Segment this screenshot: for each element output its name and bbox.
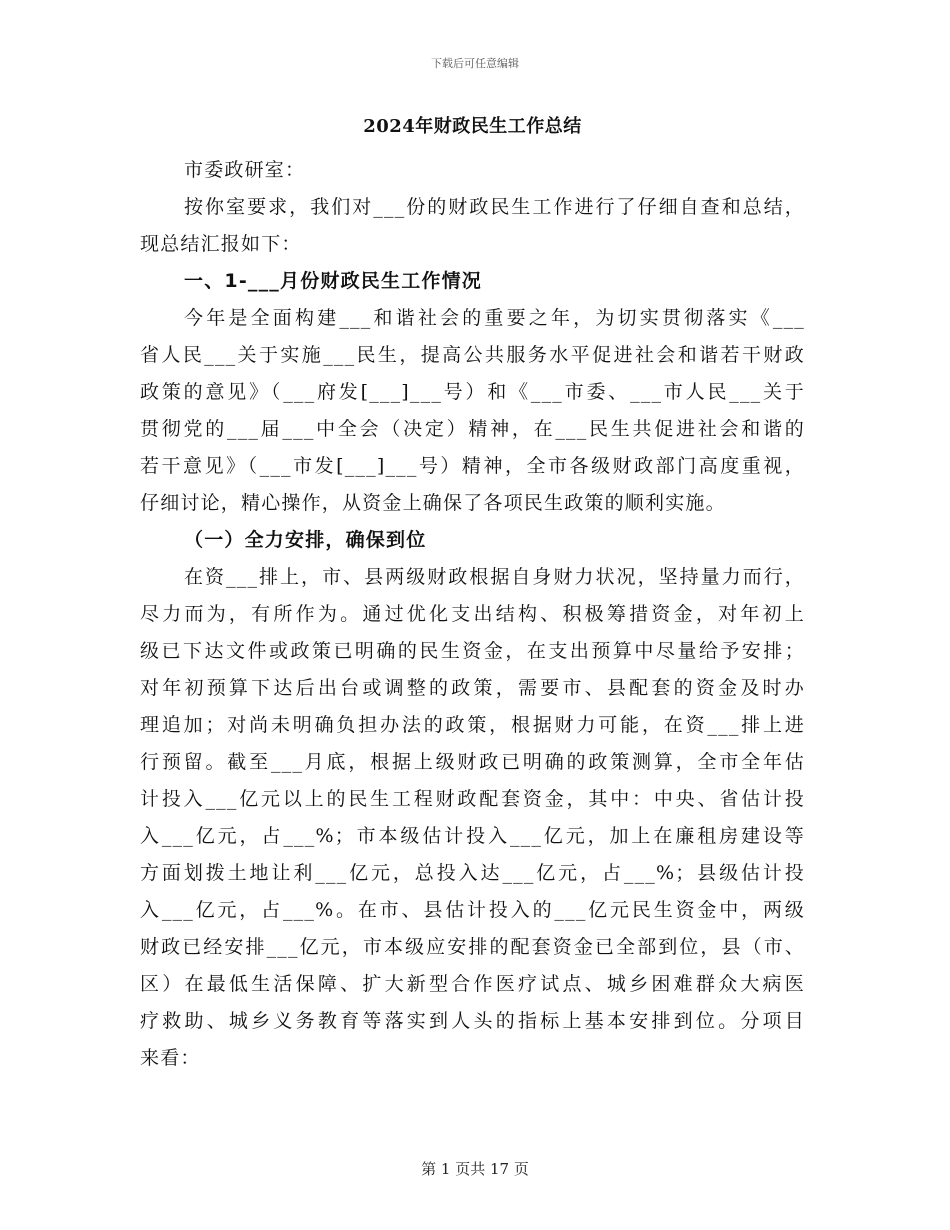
paragraph-line: 计投入___亿元以上的民生工程财政配套资金，其中：中央、省估计投 [140, 788, 805, 810]
paragraph-line: 今年是全面构建___和谐社会的重要之年，为切实贯彻落实《___ [184, 307, 805, 329]
paragraph-line: 理追加；对尚未明确负担办法的政策，根据财力可能，在资___排上进 [140, 714, 805, 736]
salutation: 市委政研室： [184, 159, 306, 181]
paragraph-line: 仔细讨论，精心操作，从资金上确保了各项民生政策的顺利实施。 [140, 492, 726, 514]
paragraph-line: 疗救助、城乡义务教育等落实到人头的指标上基本安排到位。分项目 [140, 1010, 805, 1032]
paragraph-line: 省人民___关于实施___民生，提高公共服务水平促进社会和谐若干财政 [140, 344, 805, 366]
paragraph-line: 级已下达文件或政策已明确的民生资金，在支出预算中尽量给予安排； [140, 640, 805, 662]
paragraph-line: 按你室要求，我们对___份的财政民生工作进行了仔细自查和总结， [184, 196, 805, 218]
paragraph-line: 财政已经安排___亿元，市本级应安排的配套资金已全部到位，县（市、 [140, 936, 805, 958]
page-header-note: 下载后可任意编辑 [431, 57, 519, 70]
document-body [140, 112, 805, 1077]
paragraph-line: 贯彻党的___届___中全会（决定）精神，在___民生共促进社会和谐的 [140, 418, 805, 440]
paragraph-line: 对年初预算下达后出台或调整的政策，需要市、县配套的资金及时办 [140, 677, 805, 699]
paragraph-line: 区）在最低生活保障、扩大新型合作医疗试点、城乡困难群众大病医 [140, 973, 805, 995]
paragraph-line: 在资___排上，市、县两级财政根据自身财力状况，坚持量力而行， [184, 566, 805, 588]
paragraph-line: 入___亿元，占___%；市本级估计投入___亿元，加上在廉租房建设等 [140, 825, 805, 847]
page-number: 第 1 页共 17 页 [421, 1160, 529, 1178]
subsection-heading: （一）全力安排，确保到位 [184, 529, 427, 551]
document-title: 2024年财政民生工作总结 [363, 116, 582, 137]
paragraph-line: 现总结汇报如下： [140, 233, 302, 255]
section-heading: 一、1-___月份财政民生工作情况 [184, 270, 483, 292]
paragraph-line: 来看： [140, 1047, 201, 1069]
paragraph-line: 政策的意见》（___府发[___]___号）和《___市委、___市人民___关于 [140, 381, 805, 403]
paragraph-line: 若干意见》（___市发[___]___号）精神，全市各级财政部门高度重视， [140, 455, 805, 477]
paragraph-line: 行预留。截至___月底，根据上级财政已明确的政策测算，全市全年估 [140, 751, 805, 773]
paragraph-line: 入___亿元，占___%。在市、县估计投入的___亿元民生资金中，两级 [140, 899, 805, 921]
paragraph-line: 方面划拨土地让利___亿元，总投入达___亿元，占___%；县级估计投 [140, 862, 805, 884]
paragraph-line: 尽力而为，有所作为。通过优化支出结构、积极筹措资金，对年初上 [140, 603, 805, 625]
